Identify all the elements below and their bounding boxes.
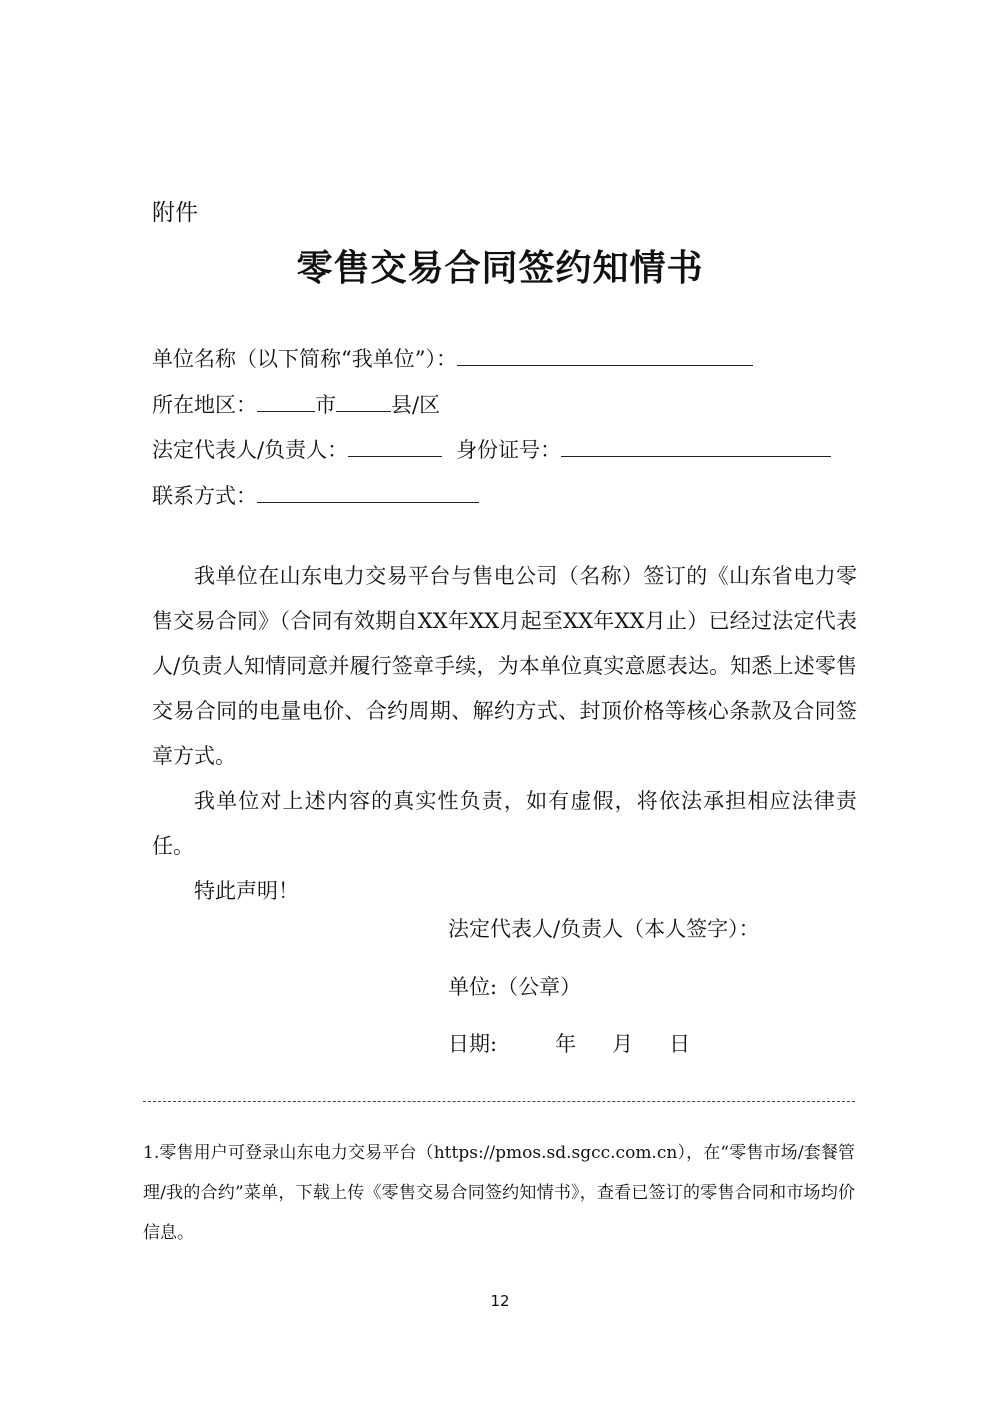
contact-blank <box>257 480 479 503</box>
signature-legal-rep: 法定代表人/负责人（本人签字）： <box>448 917 760 941</box>
unit-name-label: 单位名称（以下简称“我单位”）： <box>152 347 457 371</box>
legal-rep-field <box>152 434 831 464</box>
contact-field <box>152 480 479 510</box>
signature-date <box>448 1028 690 1058</box>
region-field <box>152 389 440 419</box>
date-month: 月 <box>612 1032 634 1056</box>
region-county-label: 县/区 <box>391 393 441 417</box>
region-label: 所在地区： <box>152 393 257 417</box>
footnote <box>143 1133 855 1253</box>
city-blank <box>257 389 315 412</box>
legal-rep-label: 法定代表人/负责人： <box>152 438 349 462</box>
statement-paragraph-2: 我单位对上述内容的真实性负责，如有虚假，将依法承担相应法律责任。 <box>152 789 857 858</box>
unit-name-field <box>152 343 753 373</box>
date-label: 日期: <box>448 1032 498 1056</box>
id-blank <box>561 434 831 457</box>
signature-unit-seal: 单位:（公章） <box>448 975 582 999</box>
statement-body <box>152 554 857 914</box>
county-blank <box>336 389 391 412</box>
date-year: 年 <box>555 1032 577 1056</box>
unit-name-blank <box>457 343 753 366</box>
date-day: 日 <box>669 1032 691 1056</box>
footnote-text: 1.零售用户可登录山东电力交易平台（https://pmos.sd.sgcc.com.cn），在“零售市场/套餐管理/我的合约”菜单，下载上传《零售交易合同签约知情书》，查看已签订的零售合同和市场均价信息。 <box>143 1143 855 1243</box>
statement-paragraph-3: 特此声明！ <box>194 879 299 903</box>
region-city-label: 市 <box>315 393 336 417</box>
contact-label: 联系方式： <box>152 484 257 508</box>
id-label: 身份证号： <box>456 438 562 462</box>
document-title: 零售交易合同签约知情书 <box>296 248 704 289</box>
attachment-label: 附件 <box>152 200 198 226</box>
page-number: 12 <box>490 1292 510 1310</box>
footnote-divider <box>143 1101 855 1102</box>
legal-rep-blank <box>348 434 442 457</box>
statement-paragraph-1: 我单位在山东电力交易平台与售电公司（名称）签订的《山东省电力零售交易合同》（合同有效期自XX年XX月起至XX年XX月止）已经过法定代表人/负责人知情同意并履行签章手续，为本单位真实意愿表达。知悉上述零售交易合同的电量电价、合约周期、解约方式、封顶价格等核心条款及合同签章方式。 <box>152 564 857 768</box>
